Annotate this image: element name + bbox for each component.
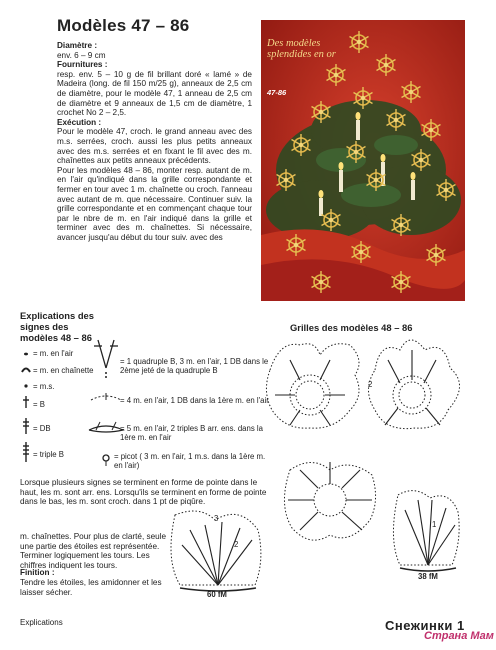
legend-title-line-1: Explications des [20, 310, 94, 321]
execution-label: Exécution : [57, 117, 102, 127]
diametre-label: Diamètre : [57, 41, 98, 50]
chart-fm-label-1: 60 fM [207, 590, 227, 599]
chart-round-label-d: 1 [432, 520, 437, 529]
page-title: Modèles 47 – 86 [57, 16, 190, 35]
chart-1 [266, 344, 359, 428]
paragraph-points: Lorsque plusieurs signes se terminent en forme de pointe dans le haut, les m. sont arr. ens. Lorsqu'ils se terminent en forme de pointe dans le bas, les m. sont croch. dans 1 pt de piqûre. [20, 478, 267, 507]
legend-item-chain: = m. en l'air [33, 349, 74, 358]
legend-right-item-1: = 1 quadruple B, 3 m. en l'air, 1 DB dans le 2ème jeté de la quadruple B [120, 357, 269, 375]
grilles-title: Grilles des modèles 48 – 86 [290, 322, 413, 333]
finition-label: Finition : [20, 568, 55, 577]
legend-item-triple-b: = triple B [33, 450, 64, 459]
diametre-value: env. 6 – 9 cm [57, 50, 106, 60]
chart-round-label-a: 2 [368, 380, 373, 389]
photo-caption-line-1: Des modèles [267, 38, 321, 49]
instructions-column [57, 41, 252, 242]
execution-text-1: Pour le modèle 47, croch. le grand anneau avec des m.s. serrées, croch. aussi les plus petits anneaux avec des m.s. serrées et en fixant le fil avec des m. chaînettes aux petits anneaux précédents. [57, 127, 252, 166]
legend-right-item-3: = 5 m. en l'air, 2 triples B arr. ens. dans la 1ère m. en l'air [120, 424, 263, 442]
legend-item-ms: = m.s. [33, 382, 55, 391]
chart-round-label-b: 3 [214, 514, 219, 523]
legend-item-b: = B [33, 400, 45, 409]
fournitures-text: resp. env. 5 – 10 g de fil brillant doré « lamé » de Madeira (long. de fil 150 m/25 g), anneaux de 2,5 cm de diamètre, pour le modèle 47, 1 anneau de 2,5 cm de diamètre et 9 anneaux de 1,5 cm de diamètre, 1 crochet No 2 – 2,5. [57, 69, 252, 118]
legend-title-line-3: modèles 48 – 86 [20, 332, 92, 343]
chart-round-label-c: 2 [234, 540, 239, 549]
execution-text-2: Pour les modèles 48 – 86, monter resp. autant de m. en l'air qu'indiqué dans la grille correspondante et fermer en tour avec 1 m. chaînette ou croch. l'anneau avec autant de m. que nécessaire. Continuer suiv. la grille correspondante et en commençant chaque tour par le nbre de m. en l'air indiqué dans la grille et terminer avec des m. chaînettes. Si nécessaire, avancer jusqu'au début du tour suiv. avec des [57, 165, 252, 242]
chart-fm-label-2: 38 fM [418, 572, 438, 581]
finition-text: Tendre les étoiles, les amidonner et les laisser sécher. [20, 578, 162, 597]
legend-title-line-2: signes des [20, 321, 69, 332]
watermark: Страна Мам [424, 630, 494, 642]
christmas-photo [261, 20, 465, 301]
legend-right-item-2: = 4 m. en l'air, 1 DB dans la 1ère m. en l'air [120, 396, 269, 405]
photo-caption [267, 38, 336, 60]
legend-right-item-4: = picot ( 3 m. en l'air, 1 m.s. dans la 1ère m. en l'air) [114, 452, 266, 470]
legend-item-db: = DB [33, 424, 51, 433]
photo-caption-line-2: splendides en or [267, 49, 336, 60]
photo-number: 47-86 [267, 88, 287, 97]
fournitures-label: Fournitures : [57, 60, 108, 70]
footer-label: Explications [20, 618, 63, 627]
footer-right-title: Снежинки 1 [385, 618, 465, 633]
photo-image [261, 20, 465, 301]
paragraph-chainettes: m. chaînettes. Pour plus de clarté, seule une partie des étoiles est représentée. Terminer logiquement les tours. Les chiffres indiquent les tours. [20, 532, 167, 570]
legend-item-slip: = m. en chaînette [33, 366, 94, 375]
